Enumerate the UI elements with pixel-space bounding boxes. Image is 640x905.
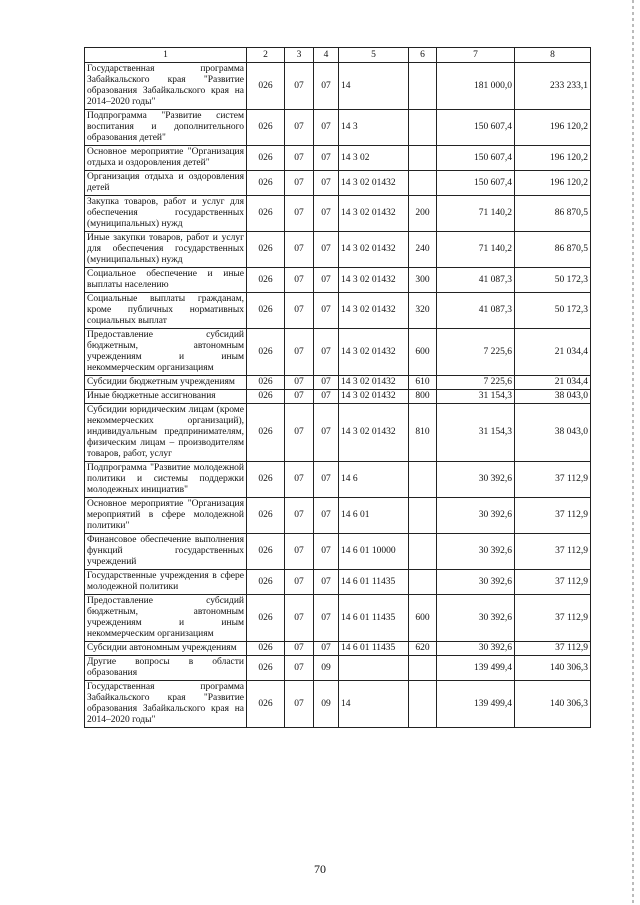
table-cell: 71 140,2 (437, 196, 515, 232)
table-cell: 026 (247, 462, 285, 498)
table-cell: 07 (285, 642, 314, 656)
table-cell: 41 087,3 (437, 293, 515, 329)
table-cell: Организация отдыха и оздоровления детей (85, 171, 247, 196)
table-cell: 50 172,3 (515, 293, 591, 329)
table-cell: 026 (247, 404, 285, 462)
table-cell: Финансовое обеспечение выполнения функций государственных учреждений (85, 534, 247, 570)
table-cell: 86 870,5 (515, 196, 591, 232)
table-cell: 610 (409, 376, 437, 390)
table-cell: 810 (409, 404, 437, 462)
table-cell: Социальные выплаты гражданам, кроме публичных нормативных социальных выплат (85, 293, 247, 329)
table-cell: 07 (314, 232, 339, 268)
table-row (85, 498, 591, 534)
table-cell: 14 3 02 01432 (339, 404, 409, 462)
table-cell: 07 (314, 595, 339, 642)
table-cell: 240 (409, 232, 437, 268)
table-cell: 150 607,4 (437, 110, 515, 146)
table-cell: 07 (314, 63, 339, 110)
table-cell: 09 (314, 656, 339, 681)
table-cell: 14 3 02 01432 (339, 390, 409, 404)
table-cell: 07 (285, 498, 314, 534)
table-cell: 14 6 01 10000 (339, 534, 409, 570)
table-cell: 37 112,9 (515, 595, 591, 642)
table-cell: 181 000,0 (437, 63, 515, 110)
table-cell: Основное мероприятие "Организация мероприятий в сфере молодежной политики" (85, 498, 247, 534)
table-cell: 026 (247, 390, 285, 404)
table-cell: 140 306,3 (515, 656, 591, 681)
table-cell: 14 3 02 01432 (339, 293, 409, 329)
table-cell: 07 (285, 329, 314, 376)
table-cell: 026 (247, 498, 285, 534)
table-cell: 07 (285, 171, 314, 196)
table-cell (339, 656, 409, 681)
table-cell: 30 392,6 (437, 498, 515, 534)
table-cell: 07 (314, 498, 339, 534)
table-row (85, 656, 591, 681)
budget-table (84, 47, 591, 728)
table-cell: Закупка товаров, работ и услуг для обеспечения государственных (муниципальных) нужд (85, 196, 247, 232)
table-cell: 026 (247, 171, 285, 196)
table-cell: 026 (247, 595, 285, 642)
table-row (85, 404, 591, 462)
table-cell: 026 (247, 534, 285, 570)
table-row (85, 570, 591, 595)
table-cell: 14 3 02 01432 (339, 232, 409, 268)
table-cell: 07 (314, 376, 339, 390)
table-cell: 800 (409, 390, 437, 404)
table-cell: 31 154,3 (437, 404, 515, 462)
table-cell: 07 (285, 534, 314, 570)
table-row (85, 63, 591, 110)
table-cell: 07 (314, 293, 339, 329)
table-cell: 30 392,6 (437, 462, 515, 498)
column-header: 5 (339, 48, 409, 63)
table-cell: 320 (409, 293, 437, 329)
table-cell: Государственная программа Забайкальского края "Развитие образования Забайкальского края на 2014–2020 годы" (85, 681, 247, 728)
table-cell (409, 498, 437, 534)
table-cell: 71 140,2 (437, 232, 515, 268)
table-cell: 09 (314, 681, 339, 728)
table-cell: 14 6 01 11435 (339, 595, 409, 642)
table-cell: 37 112,9 (515, 498, 591, 534)
table-cell: 14 6 (339, 462, 409, 498)
table-cell: Подпрограмма "Развитие систем воспитания и дополнительного образования детей" (85, 110, 247, 146)
page-number: 70 (314, 862, 326, 876)
table-row (85, 462, 591, 498)
table-cell: 026 (247, 293, 285, 329)
table-cell: 026 (247, 376, 285, 390)
table-cell: Иные закупки товаров, работ и услуг для обеспечения государственных (муниципальных) нужд (85, 232, 247, 268)
table-cell: 200 (409, 196, 437, 232)
table-cell (409, 681, 437, 728)
table-row (85, 268, 591, 293)
table-row (85, 110, 591, 146)
table-cell: 139 499,4 (437, 656, 515, 681)
table-cell: 026 (247, 329, 285, 376)
table-row (85, 681, 591, 728)
table-cell: 026 (247, 268, 285, 293)
table-cell: 026 (247, 681, 285, 728)
table-cell: 14 (339, 63, 409, 110)
table-cell: 7 225,6 (437, 329, 515, 376)
table-cell: 07 (314, 534, 339, 570)
table-cell: 07 (285, 681, 314, 728)
table-cell: 37 112,9 (515, 570, 591, 595)
table-cell: 026 (247, 570, 285, 595)
table-cell: 14 3 (339, 110, 409, 146)
table-header (85, 48, 591, 63)
table-cell: 07 (314, 196, 339, 232)
table-cell: 026 (247, 232, 285, 268)
table-cell: 14 6 01 (339, 498, 409, 534)
table-row (85, 390, 591, 404)
table-cell: 07 (314, 570, 339, 595)
table-row (85, 232, 591, 268)
table-cell: 38 043,0 (515, 390, 591, 404)
table-row (85, 293, 591, 329)
table-cell: 07 (285, 146, 314, 171)
table-row (85, 196, 591, 232)
table-cell: 07 (314, 462, 339, 498)
table-cell: 196 120,2 (515, 146, 591, 171)
table-cell: 026 (247, 656, 285, 681)
table-cell: 07 (285, 404, 314, 462)
table-cell: 07 (285, 376, 314, 390)
table-cell: 07 (314, 268, 339, 293)
table-cell: 31 154,3 (437, 390, 515, 404)
table-cell: 196 120,2 (515, 171, 591, 196)
table-cell: Иные бюджетные ассигнования (85, 390, 247, 404)
table-cell: 07 (285, 462, 314, 498)
table-cell: 14 6 01 11435 (339, 642, 409, 656)
table-cell: Основное мероприятие "Организация отдыха и оздоровления детей" (85, 146, 247, 171)
table-cell: 41 087,3 (437, 268, 515, 293)
table-row (85, 146, 591, 171)
column-header: 6 (409, 48, 437, 63)
table-cell: 026 (247, 110, 285, 146)
table-cell: 139 499,4 (437, 681, 515, 728)
table-cell: 30 392,6 (437, 534, 515, 570)
table-cell: 14 6 01 11435 (339, 570, 409, 595)
table-cell: 07 (285, 390, 314, 404)
table-cell: 07 (314, 110, 339, 146)
table-cell: 50 172,3 (515, 268, 591, 293)
column-header: 7 (437, 48, 515, 63)
table-cell: 38 043,0 (515, 404, 591, 462)
table-cell: 07 (285, 570, 314, 595)
table-cell: 07 (285, 63, 314, 110)
table-row (85, 171, 591, 196)
header-row (85, 48, 591, 63)
table-cell: Предоставление субсидий бюджетным, автономным учреждениям и иным некоммерческим организациям (85, 595, 247, 642)
table-cell: 14 3 02 01432 (339, 196, 409, 232)
column-header: 2 (247, 48, 285, 63)
table-cell: Другие вопросы в области образования (85, 656, 247, 681)
table-cell (409, 110, 437, 146)
table-cell: 07 (314, 329, 339, 376)
table-cell: 86 870,5 (515, 232, 591, 268)
table-cell: 07 (285, 656, 314, 681)
table-cell: 196 120,2 (515, 110, 591, 146)
table-cell: Субсидии автономным учреждениям (85, 642, 247, 656)
table-cell (409, 570, 437, 595)
table-cell: 140 306,3 (515, 681, 591, 728)
table-cell: 14 3 02 (339, 146, 409, 171)
table-cell: 14 3 02 01432 (339, 376, 409, 390)
column-header: 1 (85, 48, 247, 63)
table-cell: 37 112,9 (515, 534, 591, 570)
table-row (85, 329, 591, 376)
table-cell: 600 (409, 595, 437, 642)
table-cell: 620 (409, 642, 437, 656)
table-cell: 07 (314, 642, 339, 656)
table-cell: 07 (285, 232, 314, 268)
table-cell: Предоставление субсидий бюджетным, автономным учреждениям и иным некоммерческим организациям (85, 329, 247, 376)
table-cell (409, 171, 437, 196)
table-cell (409, 656, 437, 681)
table-cell: Государственные учреждения в сфере молодежной политики (85, 570, 247, 595)
table-cell (409, 63, 437, 110)
table-cell: 07 (314, 171, 339, 196)
table-cell: Государственная программа Забайкальского края "Развитие образования Забайкальского края на 2014–2020 годы" (85, 63, 247, 110)
table-cell: 300 (409, 268, 437, 293)
table-cell: 14 3 02 01432 (339, 171, 409, 196)
table-cell: 14 3 02 01432 (339, 329, 409, 376)
table-cell: 14 (339, 681, 409, 728)
table-cell: 21 034,4 (515, 376, 591, 390)
table-cell: Субсидии юридическим лицам (кроме некоммерческих организаций), индивидуальным предпринимателям, физическим лицам – производителям товаров, работ, услуг (85, 404, 247, 462)
table-cell: 37 112,9 (515, 642, 591, 656)
table-cell: 37 112,9 (515, 462, 591, 498)
column-header: 8 (515, 48, 591, 63)
column-header: 3 (285, 48, 314, 63)
table-row (85, 595, 591, 642)
table-cell: 30 392,6 (437, 595, 515, 642)
table-cell: 233 233,1 (515, 63, 591, 110)
table-row (85, 534, 591, 570)
table-cell: 026 (247, 146, 285, 171)
table-cell: Субсидии бюджетным учреждениям (85, 376, 247, 390)
table-cell: 026 (247, 642, 285, 656)
table-cell: 026 (247, 196, 285, 232)
table-cell: 026 (247, 63, 285, 110)
column-header: 4 (314, 48, 339, 63)
table-cell (409, 462, 437, 498)
table-cell: Подпрограмма "Развитие молодежной политики и системы поддержки молодежных инициатив" (85, 462, 247, 498)
table-cell: 21 034,4 (515, 329, 591, 376)
table-cell: 07 (285, 196, 314, 232)
table-cell (409, 534, 437, 570)
table-cell: 07 (285, 268, 314, 293)
table-cell: 150 607,4 (437, 171, 515, 196)
table-cell (409, 146, 437, 171)
table-cell: 30 392,6 (437, 570, 515, 595)
table-cell: 600 (409, 329, 437, 376)
scan-edge-artifact (632, 0, 634, 905)
table-cell: 07 (285, 595, 314, 642)
table-cell: Социальное обеспечение и иные выплаты населению (85, 268, 247, 293)
table-cell: 07 (285, 293, 314, 329)
table-row (85, 642, 591, 656)
table-cell: 07 (314, 146, 339, 171)
table-cell: 07 (314, 390, 339, 404)
table-cell: 07 (314, 404, 339, 462)
table-body (85, 63, 591, 728)
table-cell: 14 3 02 01432 (339, 268, 409, 293)
table-cell: 30 392,6 (437, 642, 515, 656)
table-row (85, 376, 591, 390)
table-cell: 7 225,6 (437, 376, 515, 390)
table-cell: 150 607,4 (437, 146, 515, 171)
table-cell: 07 (285, 110, 314, 146)
